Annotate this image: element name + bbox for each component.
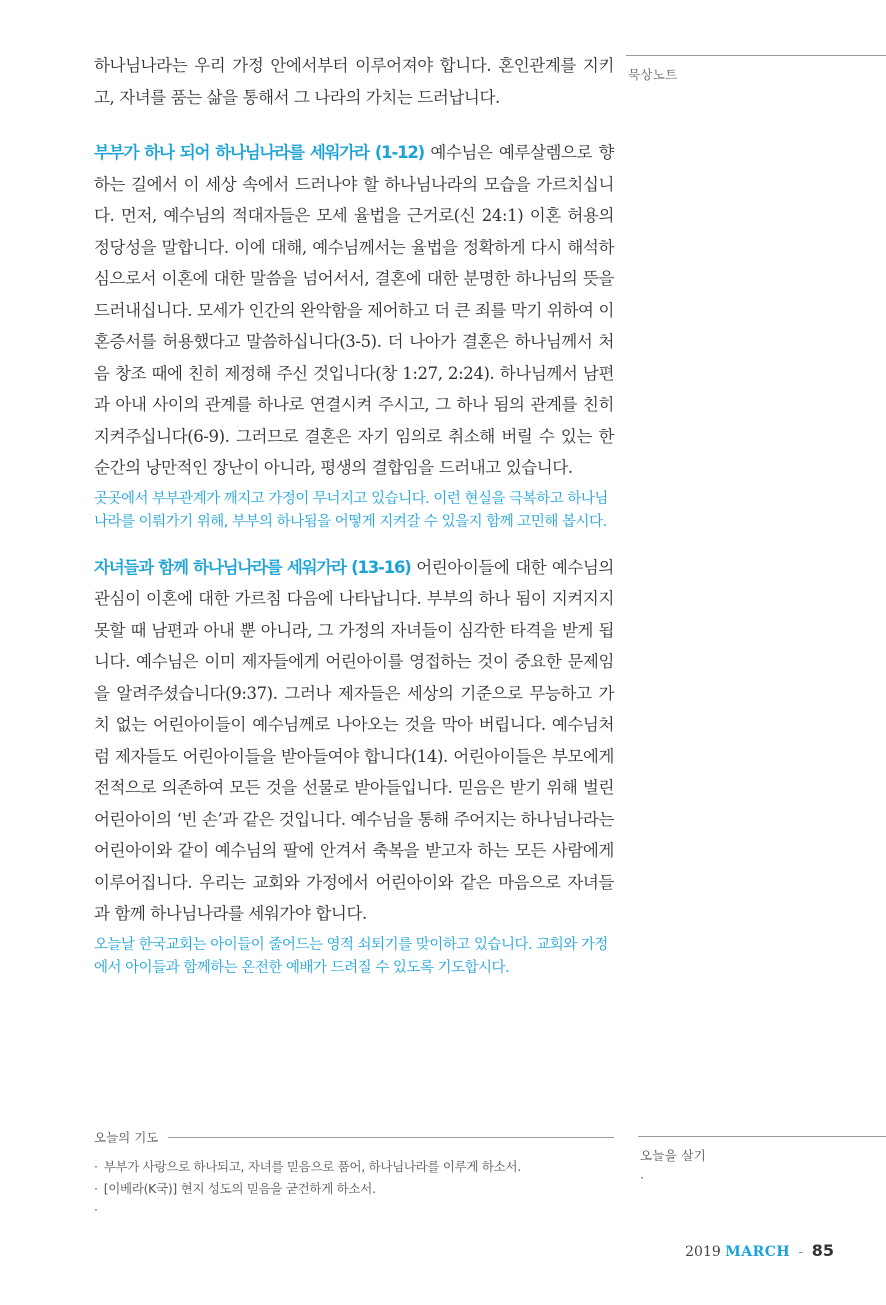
section-1-heading: 부부가 하나 되어 하나님나라를 세워가라 (1-12) bbox=[94, 143, 424, 162]
intro-paragraph: 하나님나라는 우리 가정 안에서부터 이루어져야 합니다. 혼인관계를 지키고, 자녀를 품는 삶을 통해서 그 나라의 가치는 드러납니다. bbox=[94, 56, 614, 107]
section-1-note: 곳곳에서 부부관계가 깨지고 가정이 무너지고 있습니다. 이런 현실을 극복하고 하나님나라를 이뤄가기 위해, 부부의 하나됨을 어떻게 지켜갈 수 있을지 함께 고민해 봅시다. bbox=[94, 490, 608, 530]
section-2-paragraph bbox=[94, 552, 614, 930]
section-2-note: 오늘날 한국교회는 아이들이 줄어드는 영적 쇠퇴기를 맞이하고 있습니다. 교회와 가정에서 아이들과 함께하는 온전한 예배가 드려질 수 있도록 기도합시다. bbox=[94, 936, 608, 976]
prayer-list bbox=[94, 1156, 614, 1221]
bullet-icon: · bbox=[640, 1170, 644, 1185]
prayer-item-text: [이베라(K국)] 현지 성도의 믿음을 굳건하게 하소서. bbox=[103, 1180, 376, 1196]
prayer-rule bbox=[168, 1137, 614, 1138]
prayer-item bbox=[94, 1199, 614, 1221]
prayer-section bbox=[94, 1128, 614, 1221]
bullet-icon: · bbox=[94, 1202, 98, 1217]
living-title: 오늘을 살기 bbox=[640, 1148, 707, 1163]
section-1-paragraph bbox=[94, 137, 614, 484]
prayer-item bbox=[94, 1156, 614, 1178]
section-2-body: 어린아이들에 대한 예수님의 관심이 이혼에 대한 가르침 다음에 나타납니다. 부부의 하나 됨이 지켜지지 못할 때 남편과 아내 뿐 아니라, 그 가정의 자녀들이 심각한 타격을 받게 됩니다. 예수님은 이미 제자들에게 어린아이를 영접하는 것이 중요한 문제임을 알려주셨습니다(9:37). 그러나 제자들은 세상의 기준으로 무능하고 가치 없는 어린아이들이 예수님께로 나아오는 것을 막아 버립니다. 예수님처럼 제자들도 어린아이들을 받아들여야 합니다(14). 어린아이들은 부모에게 전적으로 의존하여 모든 것을 선물로 받아들입니다. 믿음은 받기 위해 벌린 어린아이의 ‘빈 손’과 같은 것입니다. 예수님을 통해 주어지는 하나님나라는 어린아이와 같이 예수님의 팔에 안겨서 축복을 받고자 하는 모든 사람에게 이루어집니다. 우리는 교회와 가정에서 어린아이와 같은 마음으로 자녀들과 함께 하나님나라를 세워가야 합니다. bbox=[94, 557, 614, 923]
footer-dash: - bbox=[798, 1244, 804, 1260]
main-content bbox=[94, 50, 614, 998]
prayer-item-text: 부부가 사랑으로 하나되고, 자녀를 믿음으로 품어, 하나님나라를 이루게 하소서. bbox=[103, 1159, 521, 1174]
prayer-header bbox=[94, 1128, 614, 1146]
footer-month: MARCH bbox=[725, 1244, 791, 1260]
section-1-body: 예수님은 예루살렘으로 향하는 길에서 이 세상 속에서 드러나야 할 하나님나라의 모습을 가르치십니다. 먼저, 예수님의 적대자들은 모세 율법을 근거로(신 24:1) 이혼 허용의 정당성을 말합니다. 이에 대해, 예수님께서는 율법을 정확하게 다시 해석하심으로서 이혼에 대한 말씀을 넘어서서, 결혼에 대한 분명한 하나님의 뜻을 드러내십니다. 모세가 인간의 완악함을 제어하고 더 큰 죄를 막기 위하여 이혼증서를 허용했다고 말씀하십니다(3-5). 더 나아가 결혼은 하나님께서 처음 창조 때에 친히 제정해 주신 것입니다(창 1:27, 2:24). 하나님께서 남편과 아내 사이의 관계를 하나로 연결시켜 주시고, 그 하나 됨의 관계를 친히 지켜주십니다(6-9). 그러므로 결혼은 자기 임의로 취소해 버릴 수 있는 한순간의 낭만적인 장난이 아니라, 평생의 결합임을 드러내고 있습니다. bbox=[94, 143, 614, 477]
living-section bbox=[640, 1136, 886, 1185]
sidebar-rule bbox=[626, 55, 886, 56]
prayer-item bbox=[94, 1178, 614, 1200]
footer-year: 2019 bbox=[685, 1244, 721, 1260]
living-rule bbox=[638, 1136, 886, 1137]
prayer-title: 오늘의 기도 bbox=[94, 1130, 159, 1145]
section-2-heading: 자녀들과 함께 하나님나라를 세워가라 (13-16) bbox=[94, 557, 411, 577]
page-footer bbox=[685, 1241, 834, 1260]
meditation-sidebar bbox=[626, 55, 886, 83]
bullet-icon: · bbox=[94, 1180, 98, 1196]
meditation-note-label: 묵상노트 bbox=[628, 67, 678, 82]
bullet-icon: · bbox=[94, 1159, 98, 1174]
page-number: 85 bbox=[811, 1241, 834, 1260]
